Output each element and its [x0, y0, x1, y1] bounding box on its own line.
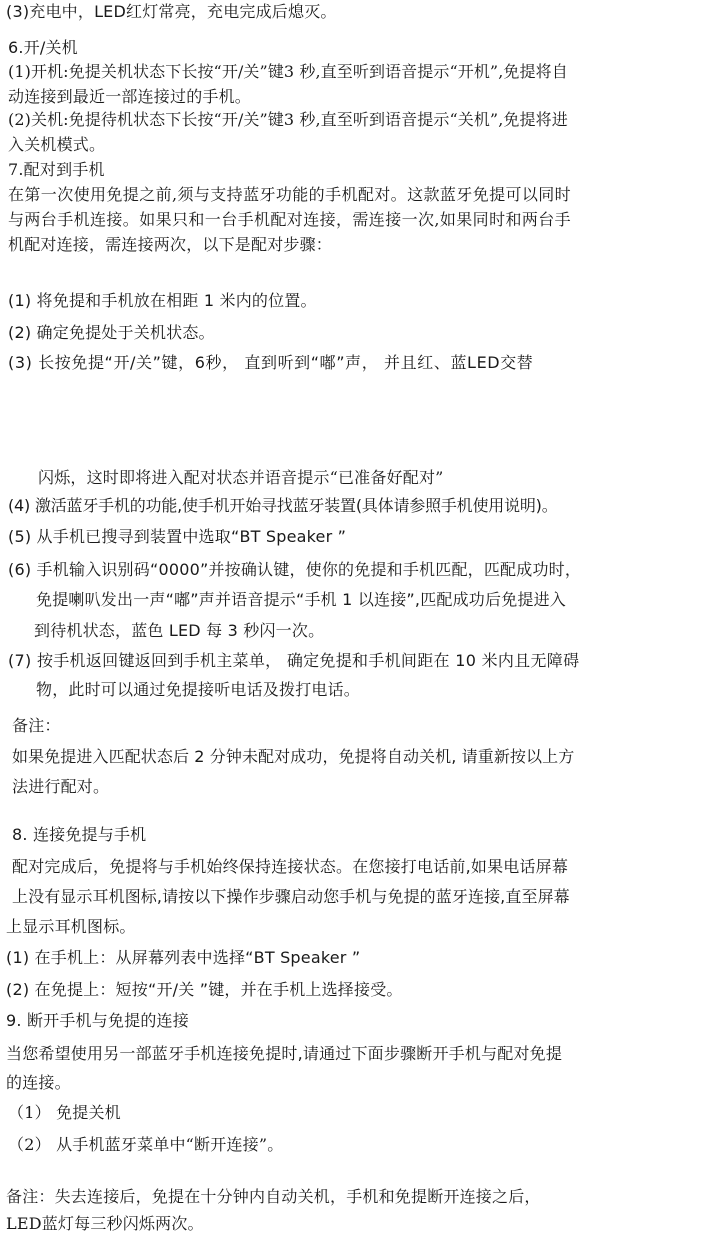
step-item: （1） 免提关机 [8, 1103, 121, 1122]
note-text: 备注：失去连接后，免提在十分钟内自动关机，手机和免提断开连接之后， [6, 1187, 541, 1206]
text-line: 在第一次使用免提之前,须与支持蓝牙功能的手机配对。这款蓝牙免提可以同时 [8, 185, 572, 204]
text-line: 如果免提进入匹配状态后 2 分钟未配对成功，免提将自动关机, 请重新按以上方 [12, 747, 575, 766]
text-line: (3)充电中，LED红灯常亮，充电完成后熄灭。 [6, 2, 337, 21]
text-line: 上没有显示耳机图标,请按以下操作步骤启动您手机与免提的蓝牙连接,直至屏幕 [12, 887, 570, 906]
text-line: 动连接到最近一部连接过的手机。 [8, 87, 252, 106]
section-heading: 6.开/关机 [8, 38, 78, 57]
text-line: 配对完成后，免提将与手机始终保持连接状态。在您接打电话前,如果电话屏幕 [12, 857, 569, 876]
step-item: (2) 在免提上：短按“开/关 ”键，并在手机上选择接受。 [6, 980, 403, 999]
text-line: 到待机状态，蓝色 LED 每 3 秒闪一次。 [34, 621, 325, 640]
text-line: 的连接。 [6, 1073, 71, 1092]
text-line: 物，此时可以通过免提接听电话及拨打电话。 [36, 680, 361, 699]
step-item: (4) 激活蓝牙手机的功能,使手机开始寻找蓝牙装置(具体请参照手机使用说明)。 [8, 496, 558, 515]
step-item: (7) 按手机返回键返回到手机主菜单， 确定免提和手机间距在 10 米内且无障碍 [8, 651, 580, 670]
step-item: (5) 从手机已搜寻到装置中选取“BT Speaker ” [8, 527, 347, 546]
note-text: LED蓝灯每三秒闪烁两次。 [6, 1214, 204, 1233]
step-item: (6) 手机输入识别码“0000”并按确认键，使你的免提和手机匹配，匹配成功时， [8, 560, 582, 579]
step-item: (1) 将免提和手机放在相距 1 米内的位置。 [8, 291, 317, 310]
step-item: （2） 从手机蓝牙菜单中“断开连接”。 [8, 1135, 284, 1154]
step-item: (2) 确定免提处于关机状态。 [8, 323, 215, 342]
section-heading: 8. 连接免提与手机 [12, 825, 147, 844]
step-item: (1) 在手机上：从屏幕列表中选择“BT Speaker ” [6, 948, 361, 967]
text-line: 上显示耳机图标。 [6, 917, 136, 936]
text-line: (2)关机:免提待机状态下长按“开/关”键3 秒,直至听到语音提示“关机”,免提将进 [8, 110, 568, 129]
section-heading: 9. 断开手机与免提的连接 [6, 1011, 189, 1030]
text-line: 当您希望使用另一部蓝牙手机连接免提时,请通过下面步骤断开手机与配对免提 [6, 1044, 563, 1063]
note-label: 备注： [12, 716, 61, 735]
section-heading: 7.配对到手机 [8, 160, 105, 179]
text-line: (1)开机:免提关机状态下长按“开/关”键3 秒,直至听到语音提示“开机”,免提将自 [8, 62, 568, 81]
text-line: 与两台手机连接。如果只和一台手机配对连接，需连接一次,如果同时和两台手 [8, 210, 572, 229]
text-line: 免提喇叭发出一声“嘟”声并语音提示“手机 1 以连接”,匹配成功后免提进入 [36, 590, 566, 609]
text-line: 闪烁，这时即将进入配对状态并语音提示“已准备好配对” [38, 468, 444, 487]
step-item: (3) 长按免提“开/关”键，6秒， 直到听到“嘟”声， 并且红、蓝LED交替 [8, 353, 534, 372]
text-line: 法进行配对。 [12, 777, 110, 796]
text-line: 机配对连接，需连接两次，以下是配对步骤： [8, 235, 333, 254]
text-line: 入关机模式。 [8, 135, 106, 154]
